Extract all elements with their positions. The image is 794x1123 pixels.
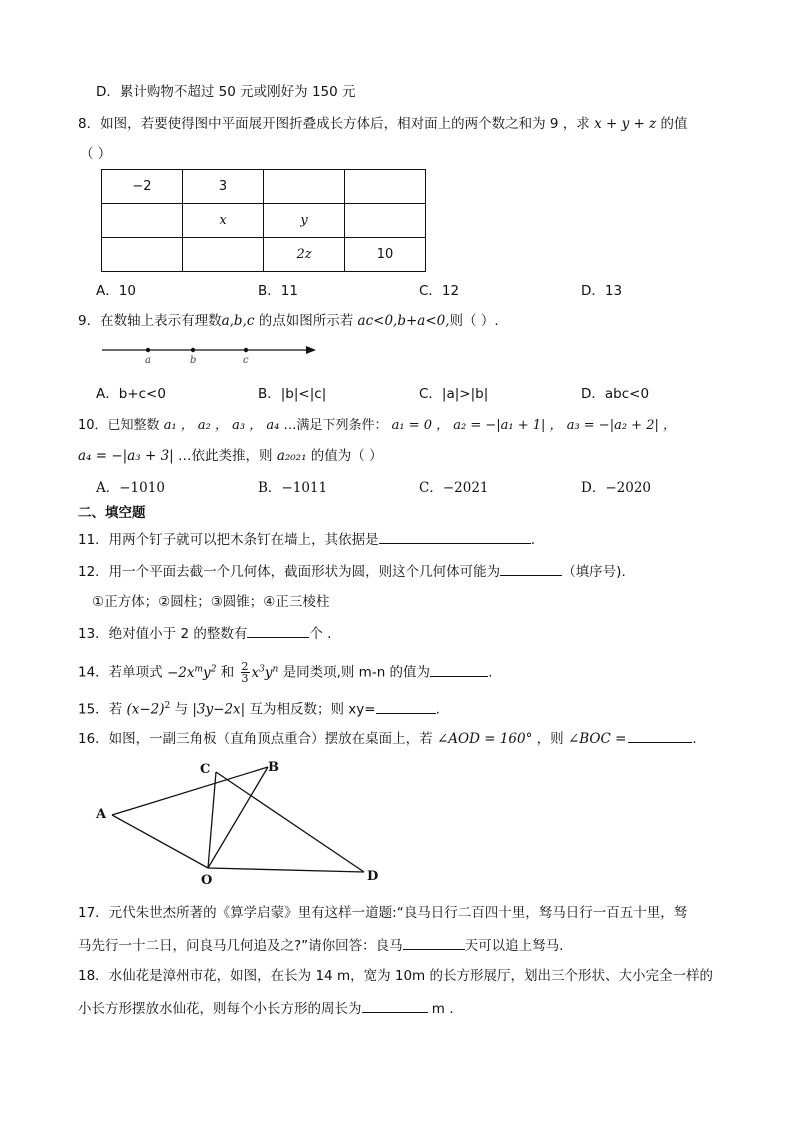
q16-answer-blank[interactable] [628, 728, 692, 743]
q17-line2-pre: 马先行一十二日，问良马几何追及之?”请你回答：良马 [78, 938, 403, 954]
segment-OC [208, 772, 216, 868]
q10-line2 [78, 446, 383, 466]
q16-pre: 16．如图，一副三角板（直角顶点重合）摆放在桌面上，若 [78, 731, 437, 747]
q15-exp: 2 [164, 701, 171, 711]
segment-CD [216, 772, 364, 872]
q11-text: 11．用两个钉子就可以把木条钉在墙上，其依据是 [78, 532, 379, 548]
label-D: D [367, 869, 379, 884]
q15-pre: 15．若 [78, 701, 127, 718]
q16-mid: ，则 [532, 731, 568, 747]
point-b [191, 348, 195, 352]
q10-a2021: a₂₀₂₁ [276, 448, 307, 464]
grid-cell: 3 [183, 170, 264, 204]
label-c: c [243, 355, 249, 366]
q18-line2 [78, 998, 454, 1019]
q14-pre: 14．若单项式 [78, 664, 167, 681]
q11-end: . [530, 532, 535, 548]
q10-mid: …满足下列条件： [279, 418, 392, 433]
q11-answer-blank[interactable] [379, 529, 531, 544]
q9-stem-mid: 的点如图所示若 [254, 313, 358, 329]
q13-answer-blank[interactable] [247, 623, 309, 638]
q9-option-c: C．|a|>|b| [419, 386, 489, 402]
q16-end: . [692, 731, 697, 747]
q12-end: （填序号). [562, 564, 626, 580]
q14-exp-m: m [194, 664, 204, 674]
section-title-fill-in: 二、填空题 [78, 505, 146, 521]
grid-cell: y [264, 204, 345, 238]
q10-option-b: B．−1011 [258, 480, 328, 496]
grid-row [102, 204, 426, 238]
segment-OD [208, 868, 364, 872]
q17-line2 [78, 935, 563, 956]
q13-text: 13．绝对值小于 2 的整数有 [78, 626, 248, 642]
q16-condition: ∠AOD = 160° [436, 731, 533, 747]
q18-line2-post: m . [427, 1001, 454, 1017]
q15-expr2: |3y−2x| [192, 701, 246, 718]
q9-option-d: D．abc<0 [581, 386, 650, 402]
grid-cell [102, 204, 183, 238]
q8-option-d: D．13 [581, 283, 623, 299]
q17-line2-post: 天可以追上驽马. [464, 938, 564, 954]
q14-monomial-1 [167, 665, 216, 681]
q17-line1: 17．元代朱世杰所著的《算学启蒙》里有这样一道题:“良马日行二百四十里，驽马日行一百五十里，驽 [78, 905, 688, 921]
q9-vars: a,b,c [221, 313, 255, 329]
q9-option-b: B．|b|<|c| [258, 386, 327, 402]
q8-option-a: A．10 [96, 283, 136, 299]
q9-stem-end: 则（ ）. [449, 313, 499, 329]
q10-conditions: a₁ = 0 ， a₂ = −|a₁ + 1| ， a₃ = −|a₂ + 2| ， [391, 418, 676, 433]
grid-cell [345, 170, 426, 204]
q10-option-d: D．−2020 [581, 480, 651, 496]
q15-end: . [435, 701, 440, 718]
label-A: A [96, 807, 107, 822]
q14 [78, 659, 492, 684]
q14-y1: y [203, 664, 211, 681]
q12-answer-blank[interactable] [500, 561, 562, 576]
q10-pre: 10．已知整数 [78, 418, 164, 433]
q8-net-grid [101, 169, 426, 272]
q14-exp-2: 2 [210, 664, 217, 674]
label-a: a [145, 355, 151, 366]
q14-x2: x [251, 664, 260, 681]
q8-paren: （ ） [80, 146, 112, 162]
q14-exp-3: 3 [259, 664, 265, 674]
q12-choices: ①正方体；②圆柱；③圆锥；④正三棱柱 [92, 594, 330, 610]
q9-condition: ac<0,b+a<0, [357, 313, 450, 329]
q14-exp-n: n [272, 664, 279, 674]
grid-cell [264, 170, 345, 204]
q17-answer-blank[interactable] [403, 935, 465, 950]
frac-numerator: 2 [241, 660, 249, 673]
q12 [78, 561, 626, 582]
q8-stem-end: 的值 [656, 116, 688, 132]
grid-row [102, 238, 426, 272]
q13-end: 个 . [309, 626, 332, 642]
grid-cell: x [183, 204, 264, 238]
grid-cell [102, 238, 183, 272]
q10-line2-mid: …依此类推，则 [173, 448, 277, 464]
q10-line1 [78, 416, 676, 436]
q14-monomial-2 [252, 665, 279, 681]
q10-option-a: A．−1010 [96, 480, 165, 496]
q10-vars: a₁ ， a₂ ， a₃ ， a₄ [163, 418, 280, 433]
q14-and: 和 [216, 664, 239, 681]
frac-denominator: 3 [241, 672, 249, 685]
q16 [78, 728, 697, 749]
point-c [244, 348, 248, 352]
label-C: C [200, 762, 211, 777]
q8-option-c: C．12 [419, 283, 460, 299]
q9-option-a: A．b+c<0 [96, 386, 166, 402]
grid-row [102, 170, 426, 204]
q9-stem [78, 311, 499, 331]
point-a [146, 348, 150, 352]
grid-cell: 2z [264, 238, 345, 272]
q7-option-d: D．累计购物不超过 50 元或刚好为 150 元 [96, 84, 356, 100]
q8-expr: x + y + z [594, 116, 657, 132]
q18-line2-pre: 小长方形摆放水仙花，则每个小长方形的周长为 [78, 1001, 362, 1017]
q15-mid: 与 [170, 701, 193, 718]
label-B: B [268, 760, 279, 775]
q13 [78, 623, 331, 644]
q15-post: 互为相反数；则 xy= [245, 701, 376, 718]
q14-answer-blank[interactable] [430, 662, 488, 677]
q14-end: . [488, 664, 493, 681]
grid-cell: 10 [345, 238, 426, 272]
q15-expr1: (x−2) [126, 701, 165, 718]
q18-line1: 18．水仙花是漳州市花，如图，在长为 14 m，宽为 10m 的长方形展厅，划出三个形状、大小完全一样的 [78, 968, 713, 984]
q15 [78, 696, 440, 720]
q14-coef-x: −2x [166, 664, 195, 681]
q8-option-b: B．11 [258, 283, 298, 299]
q11 [78, 529, 535, 550]
axis-arrow [306, 346, 316, 354]
label-O: O [201, 873, 213, 888]
segment-AO [112, 815, 208, 868]
q14-fraction [241, 661, 250, 684]
q9-stem-pre: 9．在数轴上表示有理数 [78, 313, 222, 329]
label-b: b [190, 355, 197, 366]
q8-stem-text: 8．如图，若要使得图中平面展开图折叠成长方体后，相对面上的两个数之和为 9 ，求 [78, 116, 595, 132]
q8-stem [78, 114, 688, 134]
grid-cell: −2 [102, 170, 183, 204]
grid-cell [183, 238, 264, 272]
q9-number-line [100, 340, 322, 366]
q10-a4: a₄ = −|a₃ + 3| [78, 448, 174, 464]
q18-answer-blank[interactable] [362, 998, 428, 1013]
q15-answer-blank[interactable] [376, 699, 436, 714]
q10-option-c: C．−2021 [419, 480, 489, 496]
q16-ask: ∠BOC = [567, 731, 627, 747]
q14-post: 是同类项,则 m-n 的值为 [278, 664, 431, 681]
q16-triangle-figure [90, 756, 390, 888]
q12-text: 12．用一个平面去截一个几何体，截面形状为圆，则这个几何体可能为 [78, 564, 501, 580]
q10-line2-end: 的值为（ ） [306, 448, 383, 464]
grid-cell [345, 204, 426, 238]
q14-y2: y [264, 664, 273, 681]
